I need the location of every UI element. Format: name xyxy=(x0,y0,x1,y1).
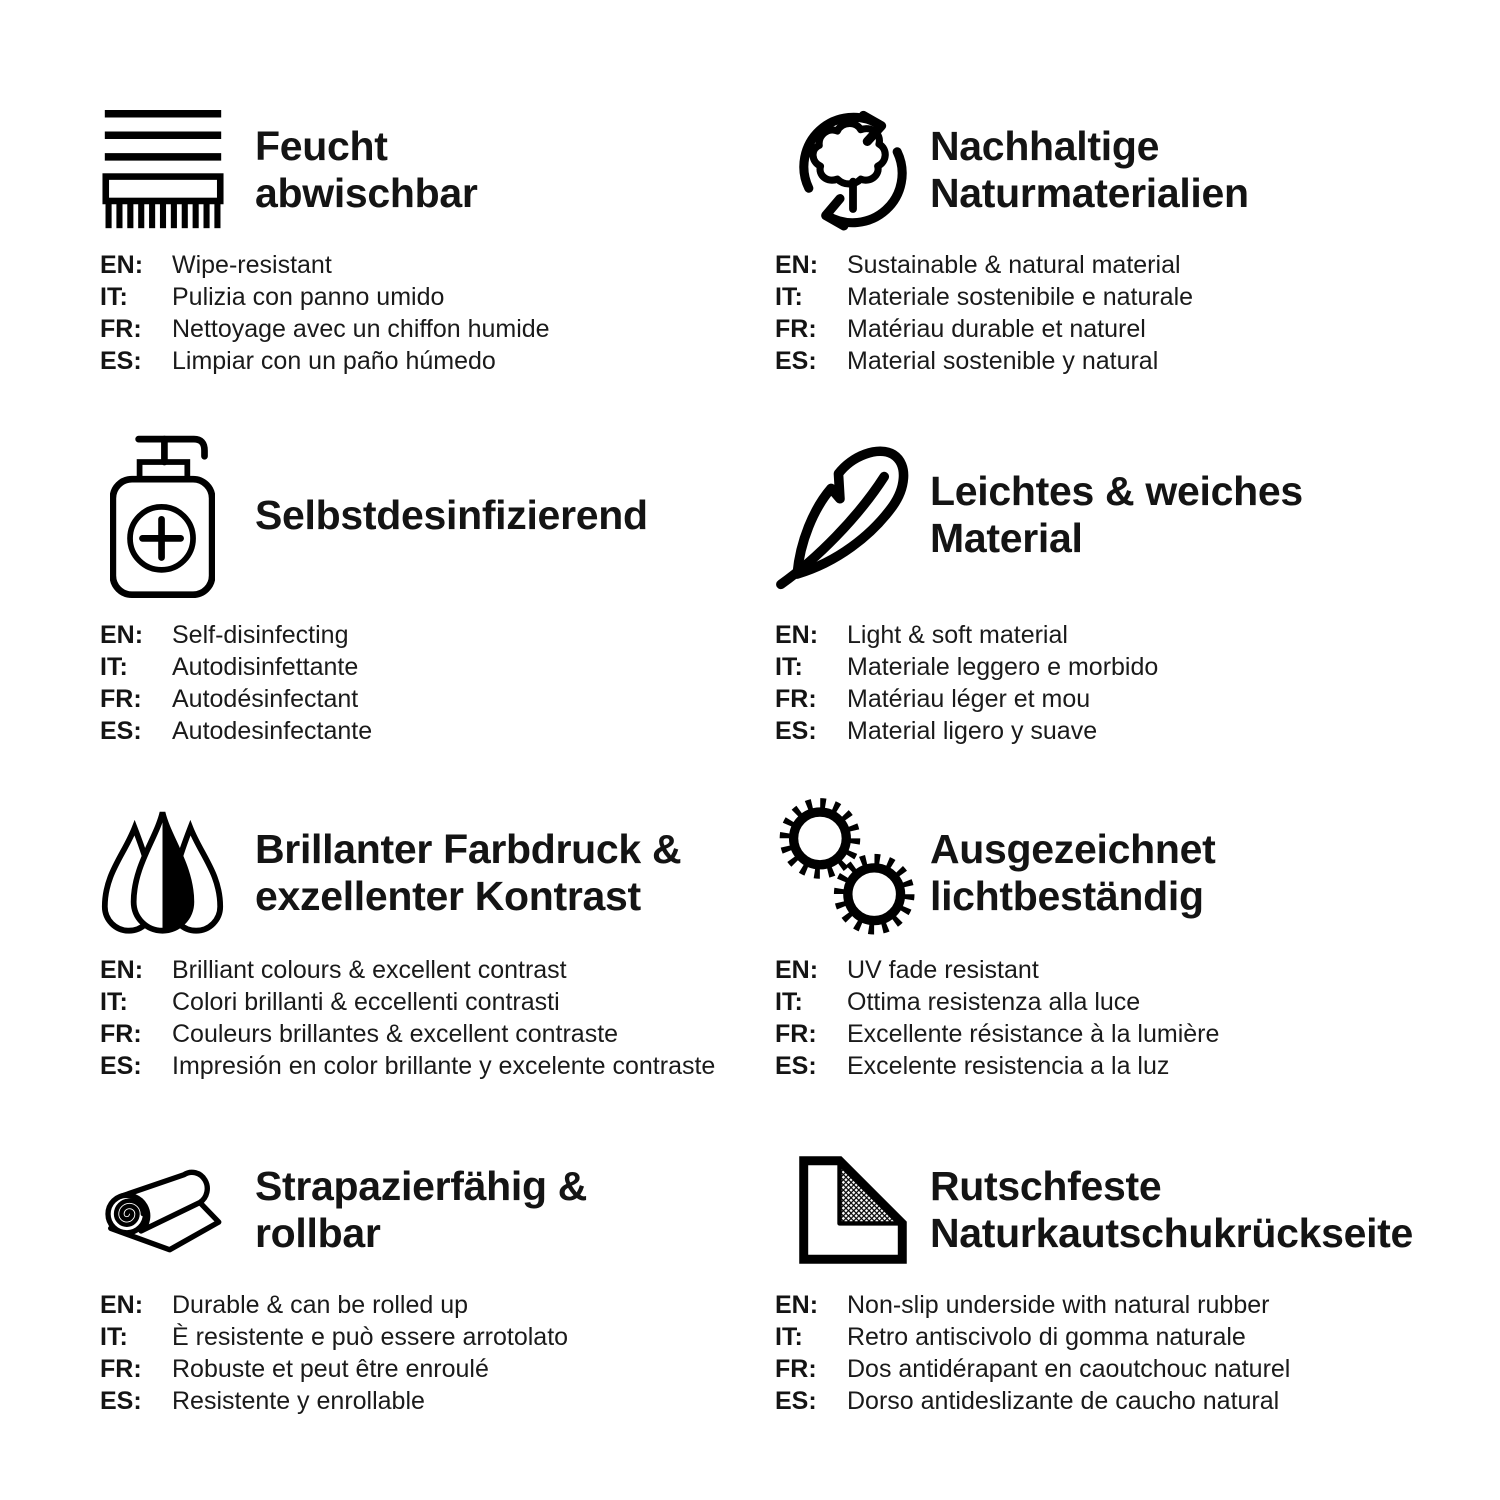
translation-row xyxy=(100,1018,775,1050)
language-label: FR: xyxy=(100,1355,142,1383)
translation-row xyxy=(100,986,775,1018)
translation-row xyxy=(775,249,1460,281)
translation-row xyxy=(775,651,1460,683)
translation-row xyxy=(100,313,775,345)
language-label: ES: xyxy=(100,1387,142,1415)
translation-text: Limpiar con un paño húmedo xyxy=(172,347,496,375)
translation-text: Ottima resistenza alla luce xyxy=(847,988,1141,1016)
color-drops-icon xyxy=(100,808,225,938)
feature-title xyxy=(930,123,1249,217)
translation-text: Material sostenible y natural xyxy=(847,347,1159,375)
translation-text: Non-slip underside with natural rubber xyxy=(847,1291,1270,1319)
translation-text: Dos antidérapant en caoutchouc naturel xyxy=(847,1355,1291,1383)
title-line: Leichtes & weiches xyxy=(930,468,1303,514)
feature-header xyxy=(100,95,775,245)
translation-row xyxy=(100,715,775,747)
feature-light-resistant xyxy=(775,795,1460,1135)
language-label: EN: xyxy=(775,251,819,279)
language-label: IT: xyxy=(100,653,128,681)
title-line: Feucht xyxy=(255,123,388,169)
translation-text: Wipe-resistant xyxy=(172,251,332,279)
language-label: IT: xyxy=(100,1323,128,1351)
translation-row xyxy=(775,313,1460,345)
title-line: Selbstdesinfizierend xyxy=(255,491,648,538)
language-label: FR: xyxy=(775,1020,817,1048)
translation-text: Materiale sostenibile e naturale xyxy=(847,283,1194,311)
disinfectant-bottle-icon xyxy=(100,431,225,599)
translation-text: Pulizia con panno umido xyxy=(172,283,445,311)
language-label: ES: xyxy=(100,1052,142,1080)
translation-text: Excellente résistance à la lumière xyxy=(847,1020,1220,1048)
language-label: IT: xyxy=(775,283,803,311)
translation-text: Excelente resistencia a la luz xyxy=(847,1052,1170,1080)
translation-list xyxy=(100,619,775,747)
language-label: EN: xyxy=(100,251,144,279)
translation-row xyxy=(775,1289,1460,1321)
language-label: EN: xyxy=(100,621,144,649)
translation-text: Retro antiscivolo di gomma naturale xyxy=(847,1323,1246,1351)
language-label: EN: xyxy=(100,1291,144,1319)
language-label: IT: xyxy=(775,653,803,681)
translation-row xyxy=(775,1321,1460,1353)
translation-row xyxy=(100,683,775,715)
language-label: FR: xyxy=(775,1355,817,1383)
language-label: ES: xyxy=(100,347,142,375)
translation-row xyxy=(100,1050,775,1082)
title-line: Brillanter Farbdruck & xyxy=(255,825,682,872)
feature-header xyxy=(775,795,1460,950)
language-label: IT: xyxy=(100,988,128,1016)
translation-list xyxy=(775,1289,1460,1417)
title-line: exzellenter Kontrast xyxy=(255,872,641,919)
translation-text: Autodesinfectante xyxy=(172,717,373,745)
translation-list xyxy=(100,954,775,1082)
language-label: IT: xyxy=(775,988,803,1016)
translation-text: Light & soft material xyxy=(847,621,1068,649)
feature-self-disinfecting xyxy=(100,415,775,795)
language-label: EN: xyxy=(100,956,144,984)
feature-title xyxy=(255,492,648,539)
feature-header xyxy=(100,1135,775,1285)
feature-brilliant-print xyxy=(100,795,775,1135)
translation-row xyxy=(775,281,1460,313)
feature-non-slip xyxy=(775,1135,1460,1500)
translation-row xyxy=(775,1353,1460,1385)
translation-row xyxy=(100,954,775,986)
title-line: Naturmaterialien xyxy=(930,170,1249,216)
language-label: EN: xyxy=(775,1291,819,1319)
feature-header xyxy=(775,415,1460,615)
translation-row xyxy=(775,715,1460,747)
language-label: IT: xyxy=(100,283,128,311)
language-label: ES: xyxy=(775,1387,817,1415)
translation-row xyxy=(100,1321,775,1353)
translation-text: Sustainable & natural material xyxy=(847,251,1181,279)
translation-text: Brilliant colours & excellent contrast xyxy=(172,956,567,984)
translation-row xyxy=(775,683,1460,715)
translation-text: Autodésinfectant xyxy=(172,685,359,713)
language-label: FR: xyxy=(775,315,817,343)
translation-list xyxy=(100,1289,775,1417)
title-line: Material xyxy=(930,515,1083,561)
feature-title xyxy=(255,123,478,217)
feature-durable-rollable xyxy=(100,1135,775,1500)
translation-text: Resistente y enrollable xyxy=(172,1387,425,1415)
language-label: ES: xyxy=(100,717,142,745)
folded-corner-icon xyxy=(775,1154,930,1266)
feature-wipe xyxy=(100,95,775,415)
translation-row xyxy=(775,986,1460,1018)
language-label: IT: xyxy=(775,1323,803,1351)
title-line: rollbar xyxy=(255,1210,381,1256)
feature-title xyxy=(255,826,681,920)
feather-icon xyxy=(775,439,930,591)
translation-text: Matériau durable et naturel xyxy=(847,315,1146,343)
translation-text: Colori brillanti & eccellenti contrasti xyxy=(172,988,560,1016)
translation-list xyxy=(775,619,1460,747)
translation-text: Dorso antideslizante de caucho natural xyxy=(847,1387,1280,1415)
translation-row xyxy=(775,1018,1460,1050)
feature-title xyxy=(255,1163,587,1257)
title-line: Naturkautschukrückseite xyxy=(930,1210,1414,1256)
translation-text: Material ligero y suave xyxy=(847,717,1098,745)
language-label: ES: xyxy=(775,347,817,375)
translation-list xyxy=(775,954,1460,1082)
title-line: Nachhaltige xyxy=(930,123,1160,169)
language-label: FR: xyxy=(775,685,817,713)
title-line: Ausgezeichnet xyxy=(930,825,1216,872)
sustainable-cycle-icon xyxy=(775,105,930,235)
language-label: ES: xyxy=(775,717,817,745)
translation-text: Durable & can be rolled up xyxy=(172,1291,469,1319)
language-label: FR: xyxy=(100,685,142,713)
translation-row xyxy=(775,1050,1460,1082)
translation-row xyxy=(100,1385,775,1417)
translation-row xyxy=(775,619,1460,651)
translation-text: Self-disinfecting xyxy=(172,621,349,649)
translation-text: Materiale leggero e morbido xyxy=(847,653,1159,681)
translation-text: È resistente e può essere arrotolato xyxy=(172,1323,569,1351)
title-line: Rutschfeste xyxy=(930,1163,1162,1209)
feature-title xyxy=(930,826,1215,920)
feature-header xyxy=(775,1135,1460,1285)
translation-row xyxy=(100,345,775,377)
translation-text: UV fade resistant xyxy=(847,956,1039,984)
wipe-brush-icon xyxy=(100,108,225,232)
translation-row xyxy=(100,249,775,281)
language-label: EN: xyxy=(775,621,819,649)
title-line: abwischbar xyxy=(255,170,478,216)
language-label: FR: xyxy=(100,315,142,343)
feature-header xyxy=(100,795,775,950)
translation-text: Impresión en color brillante y excelente contraste xyxy=(172,1052,716,1080)
feature-light-soft xyxy=(775,415,1460,795)
title-line: Strapazierfähig & xyxy=(255,1163,588,1209)
feature-title xyxy=(930,1163,1413,1257)
translation-text: Autodisinfettante xyxy=(172,653,359,681)
translation-row xyxy=(100,619,775,651)
language-label: ES: xyxy=(775,1052,817,1080)
translation-list xyxy=(100,249,775,377)
translation-row xyxy=(775,954,1460,986)
language-label: EN: xyxy=(775,956,819,984)
translation-list xyxy=(775,249,1460,377)
feature-header xyxy=(100,415,775,615)
translation-row xyxy=(100,1353,775,1385)
translation-text: Couleurs brillantes & excellent contraste xyxy=(172,1020,619,1048)
translation-text: Matériau léger et mou xyxy=(847,685,1091,713)
feature-title xyxy=(930,468,1303,562)
rolled-mat-icon xyxy=(100,1137,225,1283)
translation-row xyxy=(100,651,775,683)
translation-row xyxy=(100,1289,775,1321)
translation-row xyxy=(100,281,775,313)
feature-header xyxy=(775,95,1460,245)
translation-text: Nettoyage avec un chiffon humide xyxy=(172,315,550,343)
sun-gears-icon xyxy=(775,795,930,950)
translation-row xyxy=(775,1385,1460,1417)
language-label: FR: xyxy=(100,1020,142,1048)
translation-row xyxy=(775,345,1460,377)
feature-sustainable xyxy=(775,95,1460,415)
title-line: lichtbeständig xyxy=(930,872,1204,919)
translation-text: Robuste et peut être enroulé xyxy=(172,1355,489,1383)
